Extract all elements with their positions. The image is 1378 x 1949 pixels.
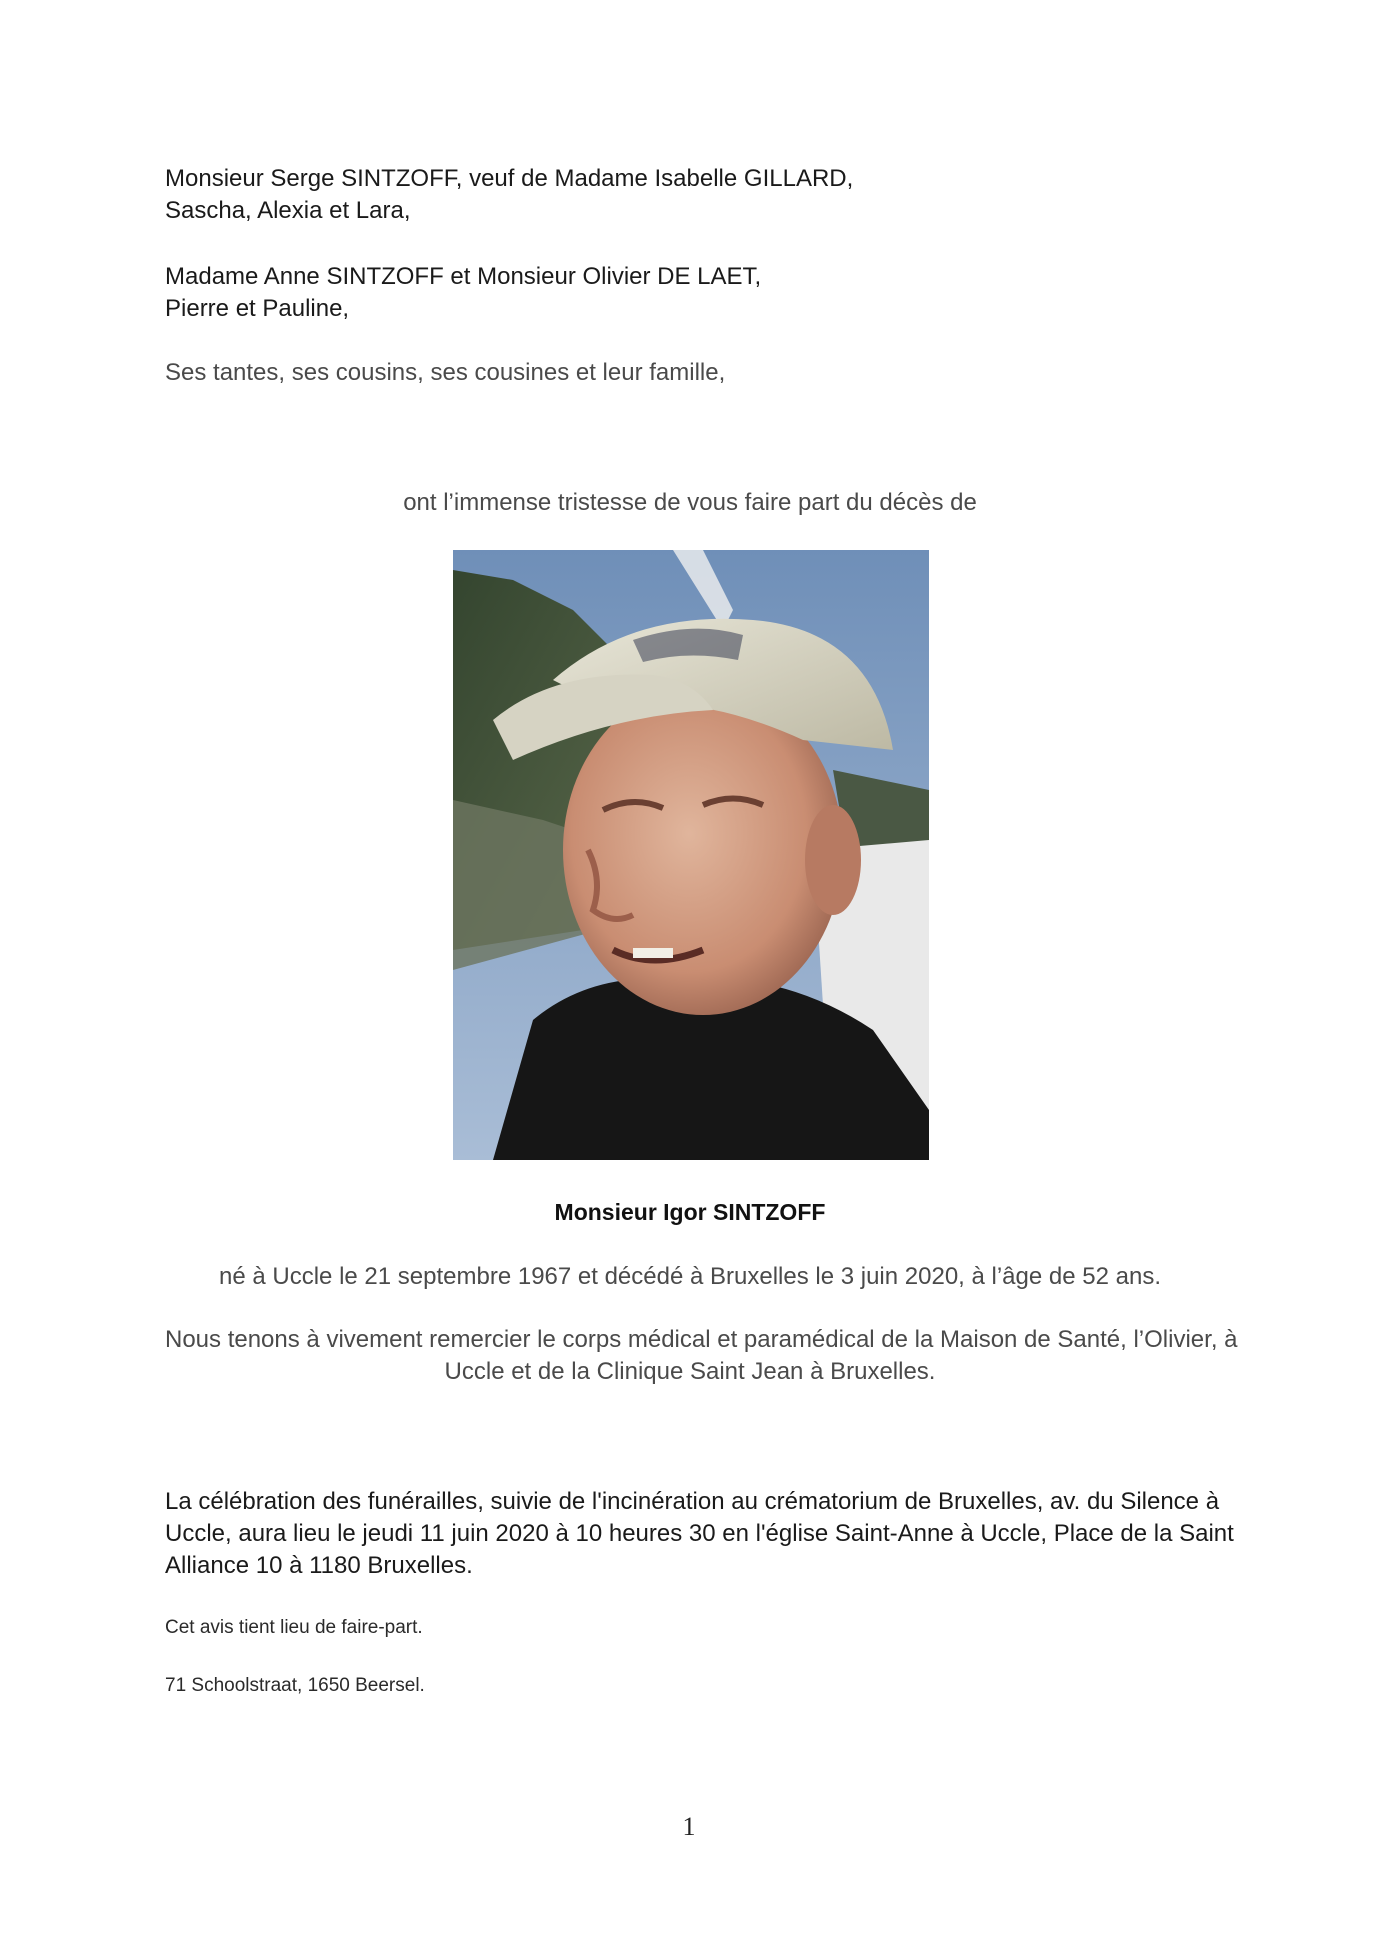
family-line: Ses tantes, ses cousins, ses cousines et leur famille, [165, 359, 726, 386]
family-line: Monsieur Serge SINTZOFF, veuf de Madame Isabelle GILLARD, [165, 165, 854, 192]
birth-death-dates: né à Uccle le 21 septembre 1967 et décédé à Bruxelles le 3 juin 2020, à l’âge de 52 ans. [219, 1263, 1161, 1290]
address-text: 71 Schoolstraat, 1650 Beersel. [165, 1675, 425, 1696]
family-line: Sascha, Alexia et Lara, [165, 197, 411, 224]
deceased-name: Monsieur Igor SINTZOFF [554, 1199, 826, 1225]
thanks-line: Nous tenons à vivement remercier le corps médical et paramédical de la Maison de Santé, l’Olivier, à [165, 1326, 1238, 1353]
funeral-paragraph [165, 1486, 1234, 1582]
funeral-line: Uccle, aura lieu le jeudi 11 juin 2020 à 10 heures 30 en l'église Saint-Anne à Uccle, Place de la Saint [165, 1520, 1234, 1547]
thanks-paragraph [165, 1324, 1238, 1388]
announcement-text: ont l’immense tristesse de vous faire part du décès de [403, 489, 977, 516]
page-number: 1 [682, 1812, 696, 1841]
portrait-icon [453, 550, 929, 1160]
family-group-2 [165, 261, 1225, 325]
family-line: Pierre et Pauline, [165, 295, 350, 322]
funeral-line: Alliance 10 à 1180 Bruxelles. [165, 1552, 473, 1579]
thanks-line: Uccle et de la Clinique Saint Jean à Bruxelles. [444, 1358, 936, 1385]
portrait-photo [453, 550, 929, 1160]
notice-text: Cet avis tient lieu de faire-part. [165, 1617, 423, 1638]
funeral-line: La célébration des funérailles, suivie de l'incinération au crématorium de Bruxelles, av. du Silence à [165, 1488, 1220, 1515]
family-line: Madame Anne SINTZOFF et Monsieur Olivier DE LAET, [165, 263, 762, 290]
family-group-1 [165, 163, 1225, 227]
family-group-3 [165, 357, 1225, 389]
